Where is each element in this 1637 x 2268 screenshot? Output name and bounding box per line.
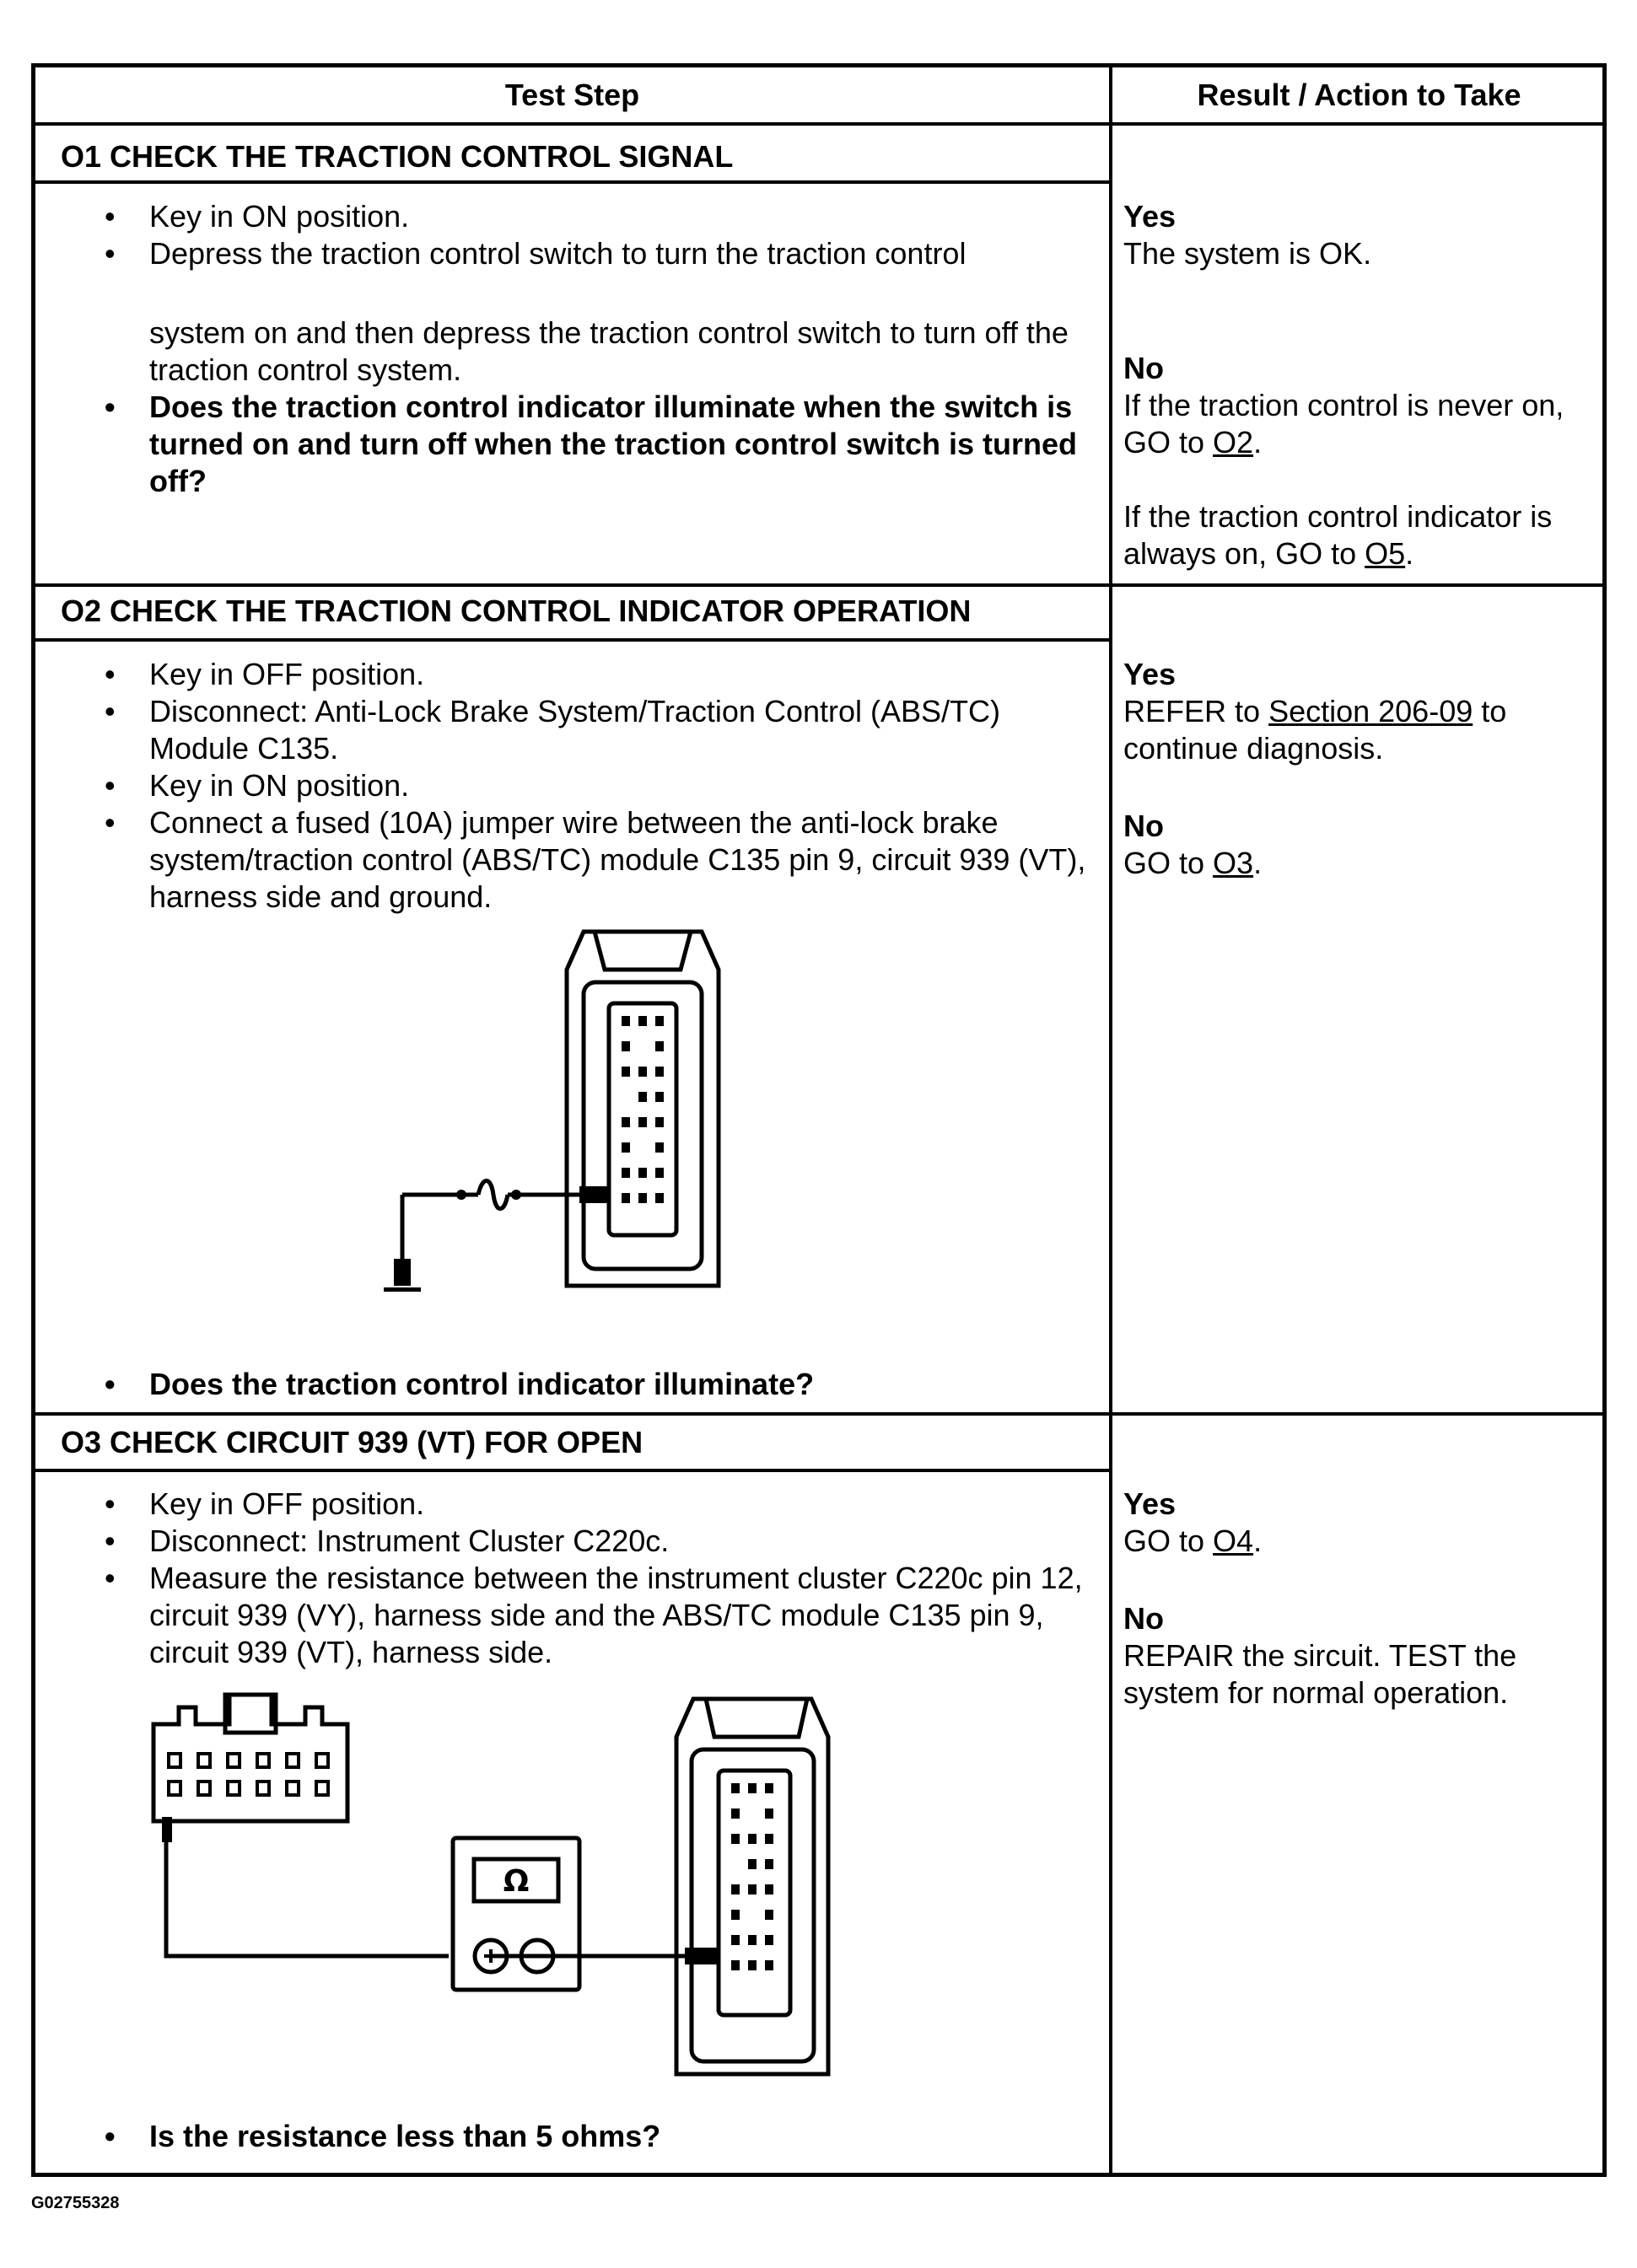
figure-id: G02755328: [31, 2194, 120, 2212]
step-o1-link-o5[interactable]: O5: [1365, 536, 1406, 571]
plus-sign-vertical: [489, 1949, 493, 1963]
step-o1-bullet-1: • Key in ON position.: [35, 198, 1105, 235]
step-o1-yes-text: The system is OK.: [1123, 236, 1372, 271]
abs-connector-2-pins: [731, 1783, 773, 1970]
resistance-measurement-diagram: [145, 1690, 837, 2087]
step-o3-bullet-1: • Key in OFF position.: [35, 1486, 1105, 1523]
jumper-wire-diagram: [326, 923, 748, 1294]
step-o2-title: O2 CHECK THE TRACTION CONTROL INDICATOR OPERATION: [61, 594, 972, 628]
step-o1-bullet-2: • Depress the traction control switch to turn the traction control: [35, 235, 1105, 272]
step-o1-bullets: [35, 198, 1105, 500]
cluster-probe: [162, 1817, 172, 1842]
step-o2-result: [1123, 656, 1613, 882]
jumper-probe: [579, 1186, 609, 1203]
step-o1-divider: [35, 583, 1602, 587]
step-o3-question-list: [35, 2118, 1105, 2155]
cluster-connector-body: [153, 1695, 347, 1821]
abs-connector-2-latch: [706, 1699, 807, 1737]
step-o1-title: O1 CHECK THE TRACTION CONTROL SIGNAL: [61, 139, 734, 174]
step-o3-yes-pre: GO to: [1123, 1524, 1205, 1558]
step-o2-yes-pre: REFER to: [1123, 694, 1261, 728]
step-o2-bullets: [35, 656, 1105, 916]
step-o2-yes-text: [1123, 693, 1613, 767]
cluster-connector-pins: [169, 1754, 328, 1795]
step-o2-title-divider: [35, 638, 1111, 642]
jumper-clip: [394, 1259, 411, 1286]
step-o3-title: O3 CHECK CIRCUIT 939 (VT) FOR OPEN: [61, 1425, 643, 1459]
step-o2-bullet-4: • Connect a fused (10A) jumper wire between the anti-lock brake system/traction control (ABS/TC) module C135 pin 9, circuit 939 (VT), harness side and ground.: [35, 804, 1105, 916]
step-o1-yes-label: Yes: [1123, 199, 1177, 234]
step-o2-link-o3[interactable]: O3: [1213, 846, 1254, 880]
header-divider: [35, 122, 1602, 126]
step-o1-link-o2[interactable]: O2: [1213, 425, 1254, 460]
step-o3-bullet-3: • Measure the resistance between the instrument cluster C220c pin 12, circuit 939 (VY), harness side and the ABS/TC module C135 pin 9, circuit 939 (VT), harness side.: [35, 1560, 1105, 1671]
minus-sign: [530, 1954, 544, 1958]
abs-probe: [685, 1948, 719, 1964]
wire-node-right: [511, 1190, 521, 1200]
step-o1-result: [1123, 198, 1613, 572]
step-o1-no-text-2-pre: If the traction control indicator is always on, GO to: [1123, 499, 1553, 571]
step-o2-question-list: [35, 1366, 1105, 1403]
step-o2-question: • Does the traction control indicator illuminate?: [35, 1366, 1105, 1403]
step-o2-bullet-2: • Disconnect: Anti-Lock Brake System/Traction Control (ABS/TC) Module C135.: [35, 693, 1105, 767]
step-o3-result: [1123, 1486, 1613, 1712]
diagnostic-table: [31, 63, 1607, 2177]
step-o2-no-pre: GO to: [1123, 846, 1205, 880]
wire-node-left: [456, 1190, 466, 1200]
step-o3-no-label: No: [1123, 1601, 1164, 1636]
step-o2-bullet-3: • Key in ON position.: [35, 767, 1105, 804]
step-o2-no-text: GO to O3.: [1123, 846, 1263, 880]
step-o2-no-label: No: [1123, 809, 1164, 843]
step-o3-link-o4[interactable]: O4: [1213, 1524, 1254, 1558]
step-o3-question: • Is the resistance less than 5 ohms?: [35, 2118, 1105, 2155]
abs-connector-latch: [595, 932, 691, 970]
step-o1-no-label: No: [1123, 351, 1164, 385]
header-test-step: Test Step: [504, 78, 640, 112]
step-o1-no-text-1: If the traction control is never on, GO to O2.: [1123, 388, 1564, 460]
step-o1-question: • Does the traction control indicator illuminate when the switch is turned on and turn off when the traction control switch is turned off?: [35, 389, 1105, 500]
step-o3-title-divider: [35, 1469, 1111, 1472]
step-o1-no-text-1-pre: If the traction control is never on, GO to: [1123, 388, 1564, 460]
step-o3-bullet-2: • Disconnect: Instrument Cluster C220c.: [35, 1523, 1105, 1560]
ground-bar-1: [384, 1287, 421, 1292]
step-o1-bullet-2-cont: system on and then depress the traction control switch to turn off the traction control system.: [149, 315, 1069, 387]
abs-connector-pins: [622, 1016, 664, 1203]
step-o2-yes-post: to continue diagnosis.: [1123, 694, 1507, 766]
step-o2-bullet-1: • Key in OFF position.: [35, 656, 1105, 693]
column-divider: [1109, 67, 1112, 2173]
step-o1-title-divider: [35, 180, 1111, 184]
step-o3-no-text: REPAIR the sircuit. TEST the system for normal operation.: [1123, 1638, 1517, 1710]
step-o1-no-text-2: If the traction control indicator is always on, GO to O5.: [1123, 499, 1553, 571]
step-o2-divider: [35, 1412, 1602, 1416]
step-o3-yes-text: GO to O4.: [1123, 1524, 1263, 1558]
ohm-symbol: Ω: [503, 1864, 530, 1899]
fuse-symbol: [478, 1181, 508, 1209]
step-o3-yes-label: Yes: [1123, 1486, 1177, 1521]
meter-lead-left: [166, 1825, 449, 1956]
step-o2-yes-label: Yes: [1123, 657, 1177, 691]
step-o2-link-section[interactable]: Section 206-09: [1268, 694, 1473, 728]
step-o3-bullets: [35, 1486, 1105, 1671]
header-result-action: Result / Action to Take: [1197, 78, 1521, 112]
cluster-connector-latch: [225, 1695, 276, 1733]
